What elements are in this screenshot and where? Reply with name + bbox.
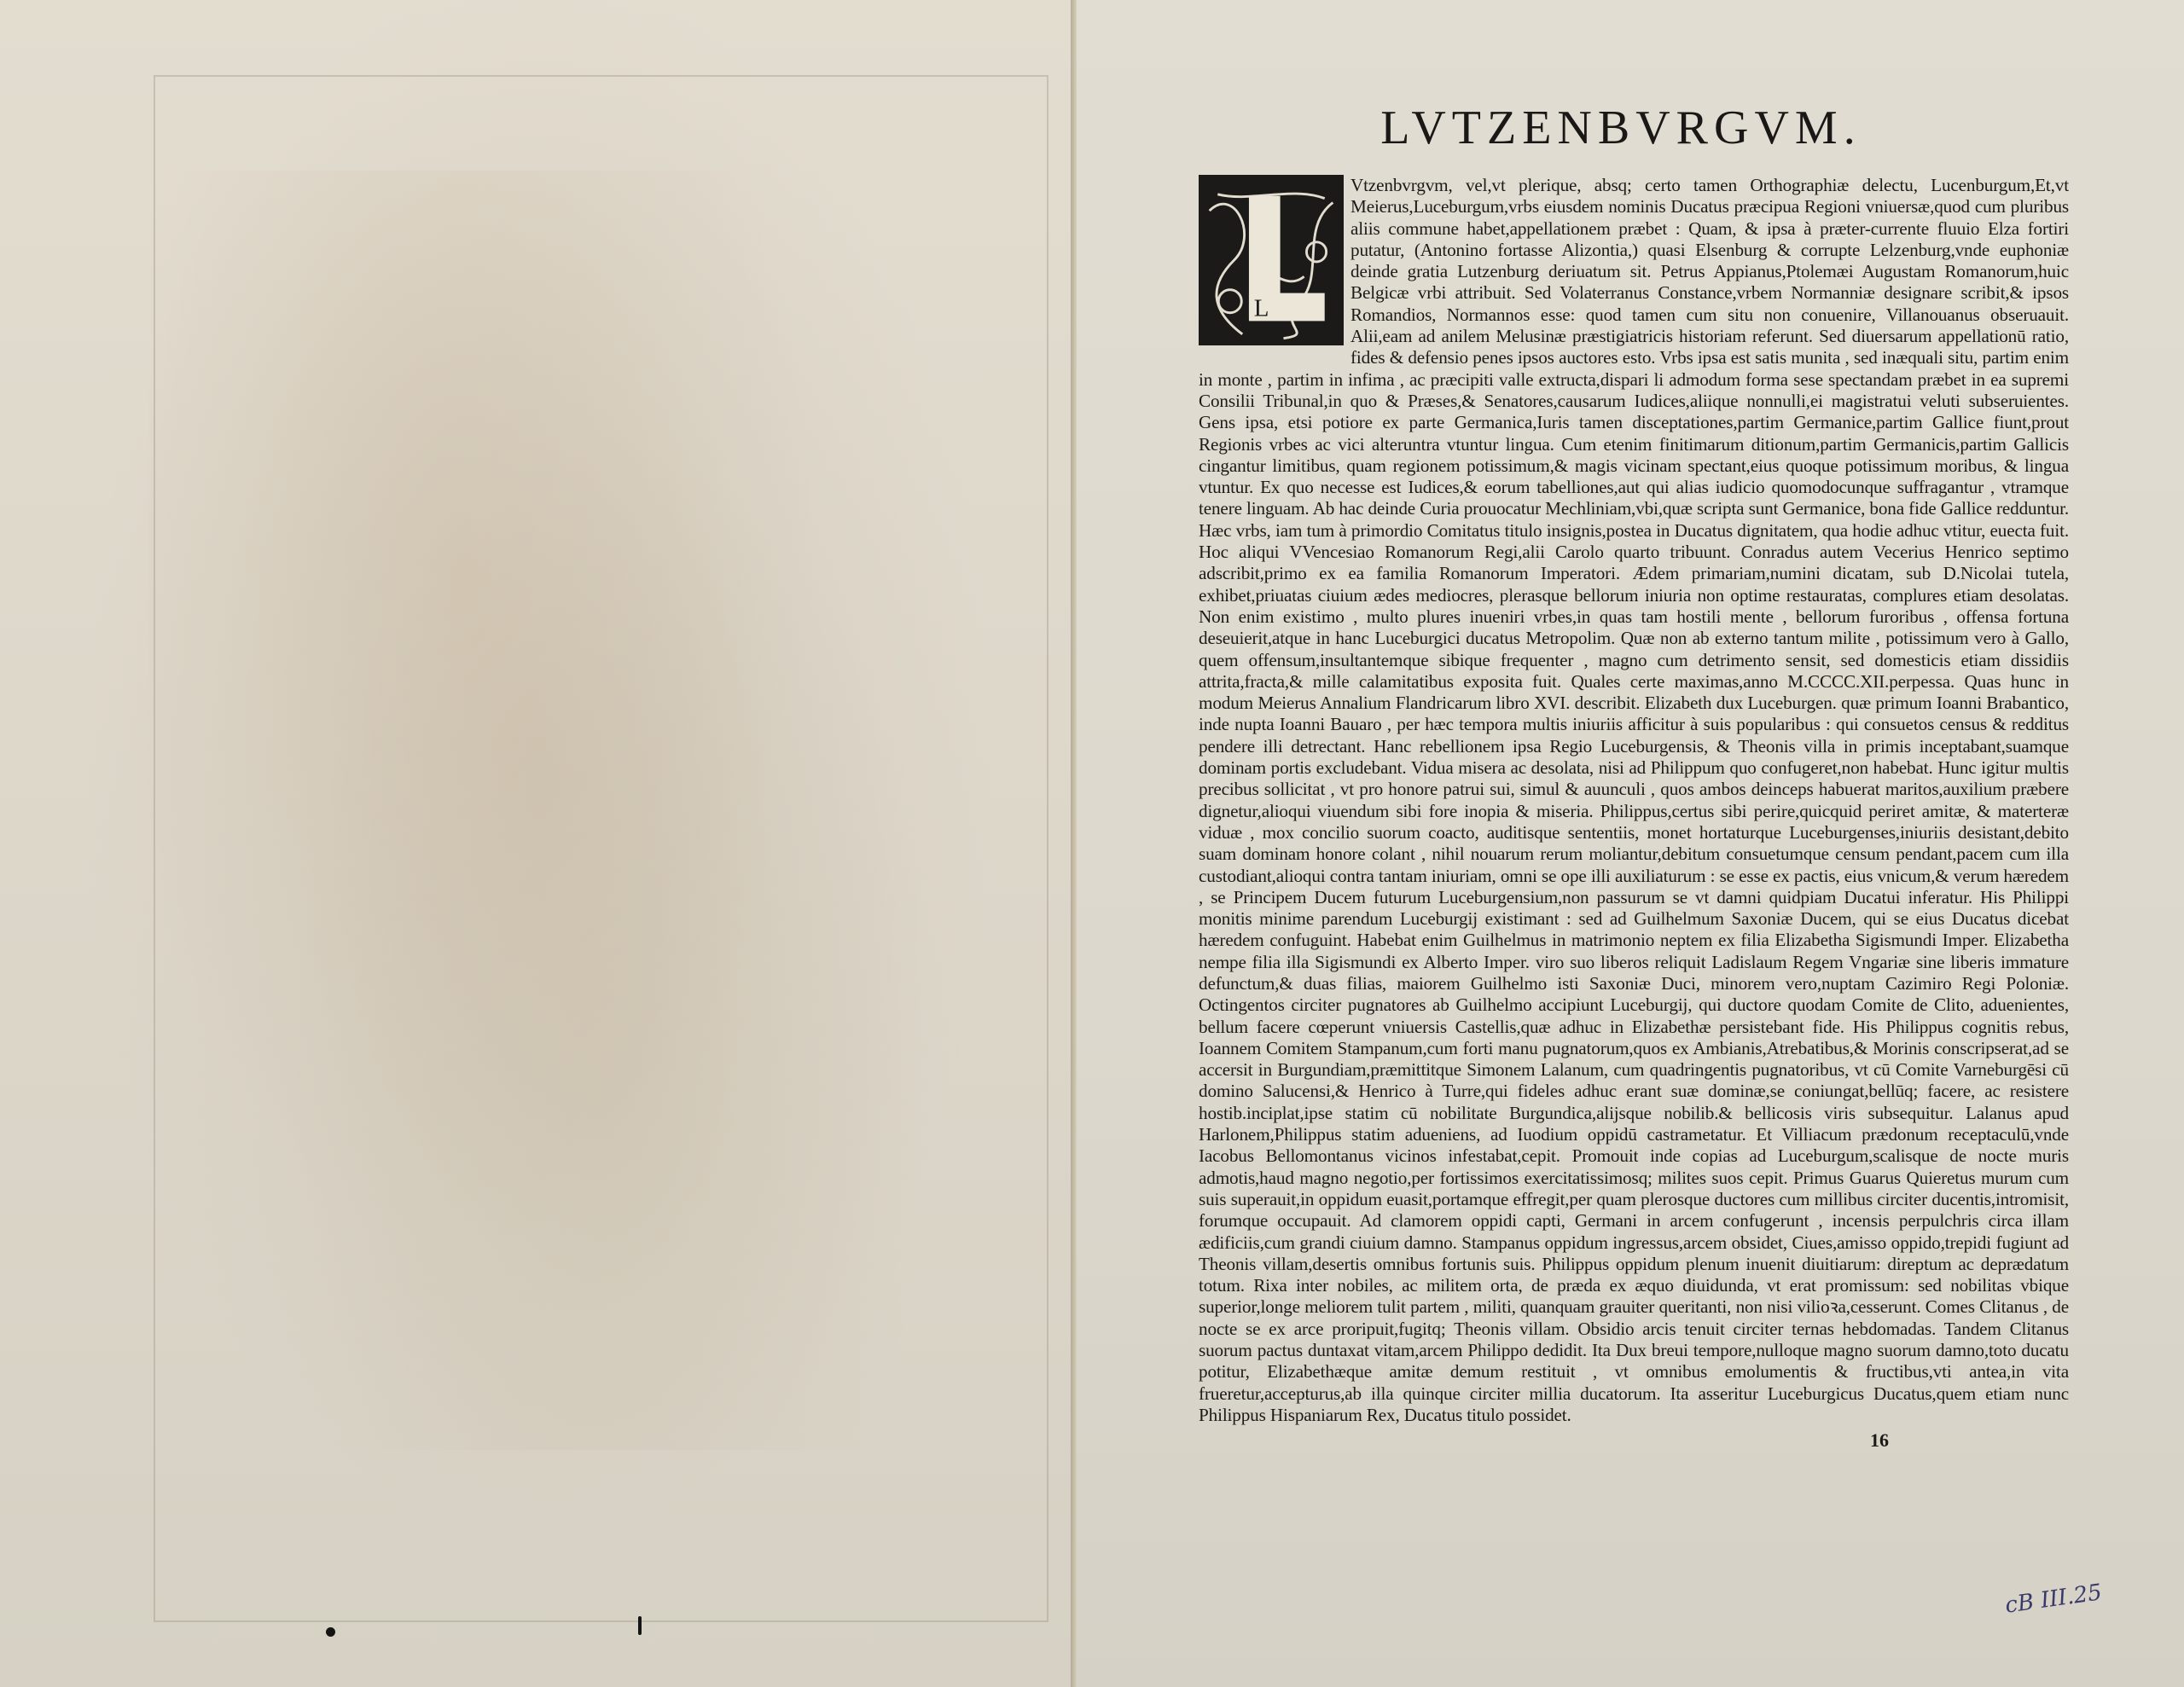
pencil-shelf-mark: cB III.25 <box>2003 1580 2104 1619</box>
page-number: 16 <box>1870 1429 1889 1451</box>
svg-text:L: L <box>1253 294 1269 322</box>
binding-slit <box>638 1616 642 1635</box>
body-paragraph: Vtzenbvrgvm, vel,vt plerique, absq; certo tamen Orthographiæ delectu, Lucenburgum,Et,vt Meierus,Luceburgum,vrbs eiusdem nominis Ducatus præcipua Regioni vniuersæ,quod cum pluribus aliis commune habet,appellationem præbet : Quam, & ipsa à præter-currente fluuio Elza fortiri putatur, (Antonino fortasse Alizontia,) quasi Elsenburg & corrupte Lelzenburg,vnde euphoniæ deinde gratia Lutzenburg deriuatum sit. Petrus Appianus,Ptolemæi Augustam Romanorum,huic Belgicæ vrbi attribuit. Sed Volaterranus Constance,vrbem Normanniæ designare scribit,& ipsos Romandios, Normannos esse: quod tamen cum situ non conuenire, Villanouanus obseruauit. Alii,eam ad anilem Melusinæ præstigiatricis historiam referunt. Sed diuersarum appellationū ratio, fides & defensio penes ipsos auctores esto. Vrbs ipsa est satis munita , sed inæquali situ, partim enim in monte , partim in infima , ac præcipiti valle extructa,dispari li admodum forma sese spectandam præbet in ea supremi Consilii Tribunal,in quo & Præses,& Senatores,causarum Iudices,aliique nonnulli,ei magistratui veluti subseruientes. Gens ipsa, etsi potiore ex parte Germanica,Iuris tamen disceptationes,partim Germanice,partim Gallice fiunt,prout Regionis vrbes ac vici alteruntra vtuntur lingua. Cum etenim finitimarum ditionum,partim Germanicis,partim Gallicis cingantur limitibus, quam regionem potissimum,& magis vicinam spectant,eius quoque potissimum moribus, & lingua vtuntur. Ex quo necesse est Iudices,& eorum tabelliones,aut qui alias iudicio quomodocunque suffragantur , vtramque tenere linguam. Ab hac deinde Curia prouocatur Mechliniam,vbi,quæ scripta sunt Germanice, bona fide Gallice redduntur. Hæc vrbs, iam tum à primordio Comitatus titulo insignis,postea in Ducatus dignitatem, qua hodie adhuc vtitur, euecta fuit. Hoc aliqui VVencesiao Romanorum Regi,alii Carolo quarto tribuunt. Conradus autem Vecerius Henrico septimo adscribit,primo ex ea familia Romanorum Imperatori. Ædem primariam,numini dicatam, sub D.Nicolai tutela, exhibet,priuatas ciuium ædes mediocres, plerasque bellorum iniuria non optime restauratas, complures etiam desolatas. Non enim existimo , multo plures inueniri vrbes,in quas tam hostili mente , bellorum furoribus , offensa fortuna deseuierit,atque in hanc Luceburgici ducatus Metropolim. Quæ non ab externo tantum milite , potissimum vero à Gallo, quem offensum,insultantemque sibique frequenter , magno cum detrimento sensit, sed domesticis etiam dissidiis attrita,fracta,& mille calamitatibus exposita fuit. Quales certe maximas,anno M.CCCC.XII.perpessa. Quas hunc in modum Meierus Annalium Flandricarum libro XVI. describit. Elizabeth dux Luceburgen. quæ primum Ioanni Brabantico, inde nupta Ioanni Bauaro , per hæc tempora multis iniuriis afficitur à suis popularibus : qui consuetos census & redditus pendere illi detrectant. Hanc rebellionem ipsa Regio Luceburgensis, & Theonis villa in primis inceptabant,suamque dominam portis excludebant. Vidua misera ac desolata, nisi ad Philippum quo confugeret,non habebat. Hunc igitur multis precibus sollicitat , vt pro honore patrui sui, simul & auunculi , quos ambos deinceps habuerat maritos,auxilium præbere dignetur,alioqui viuendum sibi fore inopia & miseria. Philippus,certus sibi perire,quicquid periret amitæ, & materteræ viduæ , mox concilio suorum coacto, auditisque sententiis, monet hortaturque Luceburgenses,iniuriis desistant,debito suam dominam honore colant , nihil nouarum rerum moliantur,debitum consuetumque censum pendant,pacem cum illa custodiant,alioqui contra tantam iniuriam, omni se ope illi auxiliaturum : se esse ex pactis, eius vnicum,& verum hæredem , se Principem Ducem futurum Luceburgensium,non passurum se vt damni quidpiam Ducatui inferatur. His Philippi monitis minime parendum Luceburgij existimant : sed ad Guilhelmum Saxoniæ Ducem, qui se eius Ducatus dicebat hæredem confuguint. Habebat enim Guilhelmus in matrimonio neptem ex filia Elizabetha Sigismundi Imper. Elizabetha nempe filia illa Sigismundi ex Alberto Imper. viro suo liberos reliquit Ladislaum Regem Vngariæ sine liberis immature defunctum,& duas filias, maiorem Guilhelmo isti Saxoniæ Duci, minorem vero,nuptam Cazimiro Regi Poloniæ. Octingentos circiter pugnatores ab Guilhelmo accipiunt Luceburgij, qui ductore quodam Comite de Clito, aduenientes, bellum facere cœperunt vniuersis Castellis,quæ adhuc in Elizabethæ persistebant fide. His Philippus cognitis rebus, Ioannem Comitem Stampanum,cum forti manu pugnatorum,quos ex Ambianis,Atrebatibus,& Morinis conscripserat,ad se accersit in Burgundiam,præmittitque Simonem Lalanum, cum quadringentis pugnatoribus, vt cū Comite Varneburgēsi cū domino Salucensi,& Henrico à Turre,qui fideles adhuc erant suæ dominæ,se coniungat,bellūq; facere, ac resistere hostib.inciplat,ipse statim cū nobilitate Burgundica,alijsque nobilib.& bellicosis viris subsequitur. Lalanus apud Harlonem,Philippus statim adueniens, ad Iuodium oppidū castrametatur. Et Villiacum prædonum receptaculū,vnde Iacobus Bellomontanus vicinos infestabat,cepit. Promouit inde copias ad Luceburgum,scalisque de nocte muris admotis,haud magno negotio,per fortissimos exercitatissimosq; milites suos cepit. Primus Guarus Quieretus murum cum suis superauit,in oppidum euasit,portamque effregit,per quam plerosque ductores cum millibus circiter ducentis,intromisit, forumque occupauit. Ad clamorem oppidi capti, Germani in arcem confugerunt , incensis perpulchris circa illam ædificiis,cum grandi ciuium damno. Stampanus oppidum ingressus,arcem obsidet, Ciues,amisso oppido,trepidi fugiunt ad Theonis villam,desertis omnibus fortunis suis. Philippus oppidum plenum inuenit diuitiarum: direptum ac deprædatum totum. Rixa inter nobiles, ac militem orta, de præda ex æquo diuidunda, vt erat promissum: sed nobilitas vbique superior,longe meliorem tulit partem , militi, quanquam grauiter queritanti, non nisi vilioꝛa,cesserunt. Comes Clitanus , de nocte se ex arce proripuit,fugitq; Theonis villam. Obsidio arcis tenuit circiter ternas hebdomadas. Tandem Clitanus suorum pactus duntaxat vitam,arcem Philippo dedidit. Ita Dux breui tempore,nulloque magno suorum damno,toto ducatu potitur, Elizabethæque amitæ demum restituit , vt omnibus emolumentis & fructibus,vti antea,in vita frueretur,accepturus,ab illa quinque circiter millia ducatorum. Ita asseritur Luceburgicus Ducatus,quem etiam nunc Philippus Hispaniarum Rex, Ducatus titulo possidet. <box>1199 175 2069 1425</box>
body-text-block <box>1199 175 2069 1429</box>
page-title: LVTZENBVRGVM. <box>1380 101 1862 154</box>
plate-mark <box>154 75 1048 1622</box>
ornamental-drop-cap-icon <box>1201 177 1341 343</box>
decorated-initial <box>1199 175 1344 345</box>
left-blank-page <box>0 0 1077 1687</box>
binding-hole <box>326 1627 335 1637</box>
